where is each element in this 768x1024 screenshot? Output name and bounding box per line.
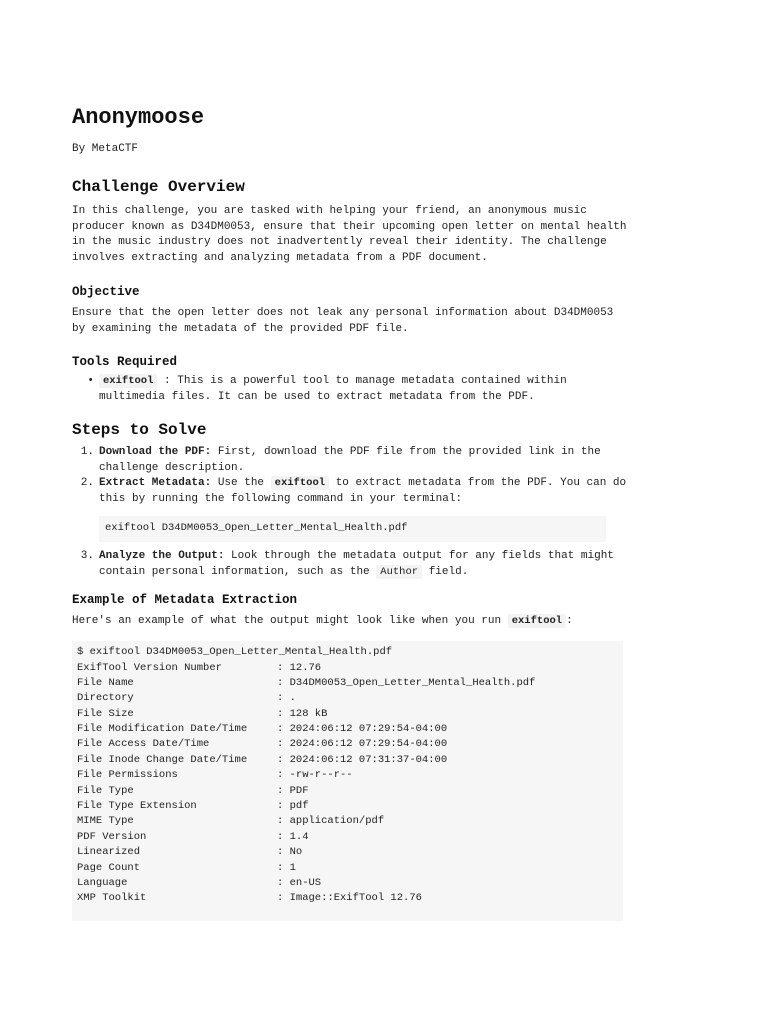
steps-to-solve-heading: Steps to Solve (72, 421, 207, 439)
output-value: : 12.76 (277, 661, 322, 674)
output-key: Language (77, 876, 128, 889)
step-body (99, 476, 629, 507)
tool-name: exiftool (99, 374, 157, 388)
example-heading: Example of Metadata Extraction (72, 593, 298, 607)
command-code-block (99, 516, 606, 542)
example-intro-text: Here's an example of what the output might look like when you run (72, 615, 502, 627)
inline-code: Author (376, 565, 422, 579)
example-intro-end: : (566, 615, 573, 627)
output-key: File Type (77, 784, 134, 797)
output-row (77, 737, 618, 752)
output-key: Page Count (77, 861, 141, 874)
output-key: File Size (77, 707, 134, 720)
step-text: Look through the metadata output for any fields that might contain personal information, such as the (99, 550, 614, 578)
output-value: : 128 kB (277, 707, 328, 720)
output-value: : Image::ExifTool 12.76 (277, 892, 422, 905)
metadata-output-block (72, 641, 623, 921)
step-text: First, download the PDF file from the provided link in the challenge description. (99, 446, 601, 474)
output-value: : pdf (277, 800, 309, 813)
output-key: Directory (77, 692, 134, 705)
output-value: : . (277, 692, 296, 705)
tool-description: This is a powerful tool to manage metadata contained within multimedia files. It can be used to extract metadata from the PDF. (99, 375, 567, 403)
step-text: field. (428, 565, 469, 578)
step-number: 2. (80, 477, 94, 489)
output-key: File Type Extension (77, 800, 197, 813)
output-key: PDF Version (77, 830, 147, 843)
output-row (77, 691, 618, 706)
output-row (77, 814, 618, 829)
output-key: File Permissions (77, 769, 178, 782)
page-title: Anonymoose (72, 105, 205, 130)
challenge-overview-heading: Challenge Overview (72, 178, 245, 196)
output-key: File Modification Date/Time (77, 723, 248, 736)
inline-code: exiftool (271, 476, 329, 490)
output-row (77, 891, 618, 906)
list-item-body (99, 374, 629, 405)
output-row (77, 830, 618, 845)
output-value: : 1 (277, 861, 296, 874)
output-key: File Inode Change Date/Time (77, 753, 248, 766)
output-value: : en-US (277, 876, 322, 889)
tools-required-heading: Tools Required (72, 355, 178, 369)
output-key: XMP Toolkit (77, 892, 147, 905)
inline-code: exiftool (508, 614, 566, 628)
objective-text: Ensure that the open letter does not leak any personal information about D34DM0053 by examining the metadata of the provided PDF file. (72, 307, 614, 335)
output-row (77, 676, 618, 691)
output-key: ExifTool Version Number (77, 661, 222, 674)
output-row (77, 661, 618, 676)
output-value: : application/pdf (277, 815, 385, 828)
tool-separator: : (164, 375, 171, 387)
output-command-line: $ exiftool D34DM0053_Open_Letter_Mental_Health.pdf (77, 646, 393, 658)
output-key: Linearized (77, 846, 141, 859)
output-value: : 1.4 (277, 830, 309, 843)
output-row (77, 707, 618, 722)
step-label: Download the PDF: (99, 446, 212, 458)
output-row (77, 876, 618, 891)
byline: By MetaCTF (72, 143, 139, 155)
step-number: 3. (80, 550, 94, 562)
output-key: File Name (77, 676, 134, 689)
step-text: to extract metadata from the PDF. You can do this by running the following command in your terminal: (99, 477, 627, 505)
step-label: Analyze the Output: (99, 550, 225, 562)
output-row (77, 799, 618, 814)
step-body (99, 549, 629, 580)
output-value: : 2024:06:12 07:29:54-04:00 (277, 723, 448, 736)
output-rows (77, 661, 618, 907)
output-value: : -rw-r--r-- (277, 769, 353, 782)
step-text: Use the (217, 477, 265, 489)
output-key: File Access Date/Time (77, 738, 210, 751)
output-value: : 2024:06:12 07:31:37-04:00 (277, 753, 448, 766)
output-row (77, 861, 618, 876)
output-row (77, 722, 618, 737)
output-row (77, 753, 618, 768)
output-row (77, 768, 618, 783)
output-value: : No (277, 846, 303, 859)
output-key: MIME Type (77, 815, 134, 828)
example-intro (72, 614, 632, 630)
step-label: Extract Metadata: (99, 477, 212, 489)
objective-heading: Objective (72, 285, 140, 299)
challenge-overview-text: In this challenge, you are tasked with helping your friend, an anonymous music producer known as D34DM0053, ensure that their upcoming open letter on mental health in the music industry does not inadvertently reveal their identity. The challenge involves extracting and analyzing metadata from a PDF document. (72, 205, 627, 264)
step-body (99, 445, 629, 476)
output-value: : D34DM0053_Open_Letter_Mental_Health.pdf (277, 676, 536, 689)
step-number: 1. (80, 446, 94, 458)
bullet-icon: • (87, 375, 94, 387)
output-row (77, 845, 618, 860)
output-row (77, 784, 618, 799)
command-text: exiftool D34DM0053_Open_Letter_Mental_Health.pdf (105, 522, 408, 534)
output-value: : PDF (277, 784, 309, 797)
output-value: : 2024:06:12 07:29:54-04:00 (277, 738, 448, 751)
